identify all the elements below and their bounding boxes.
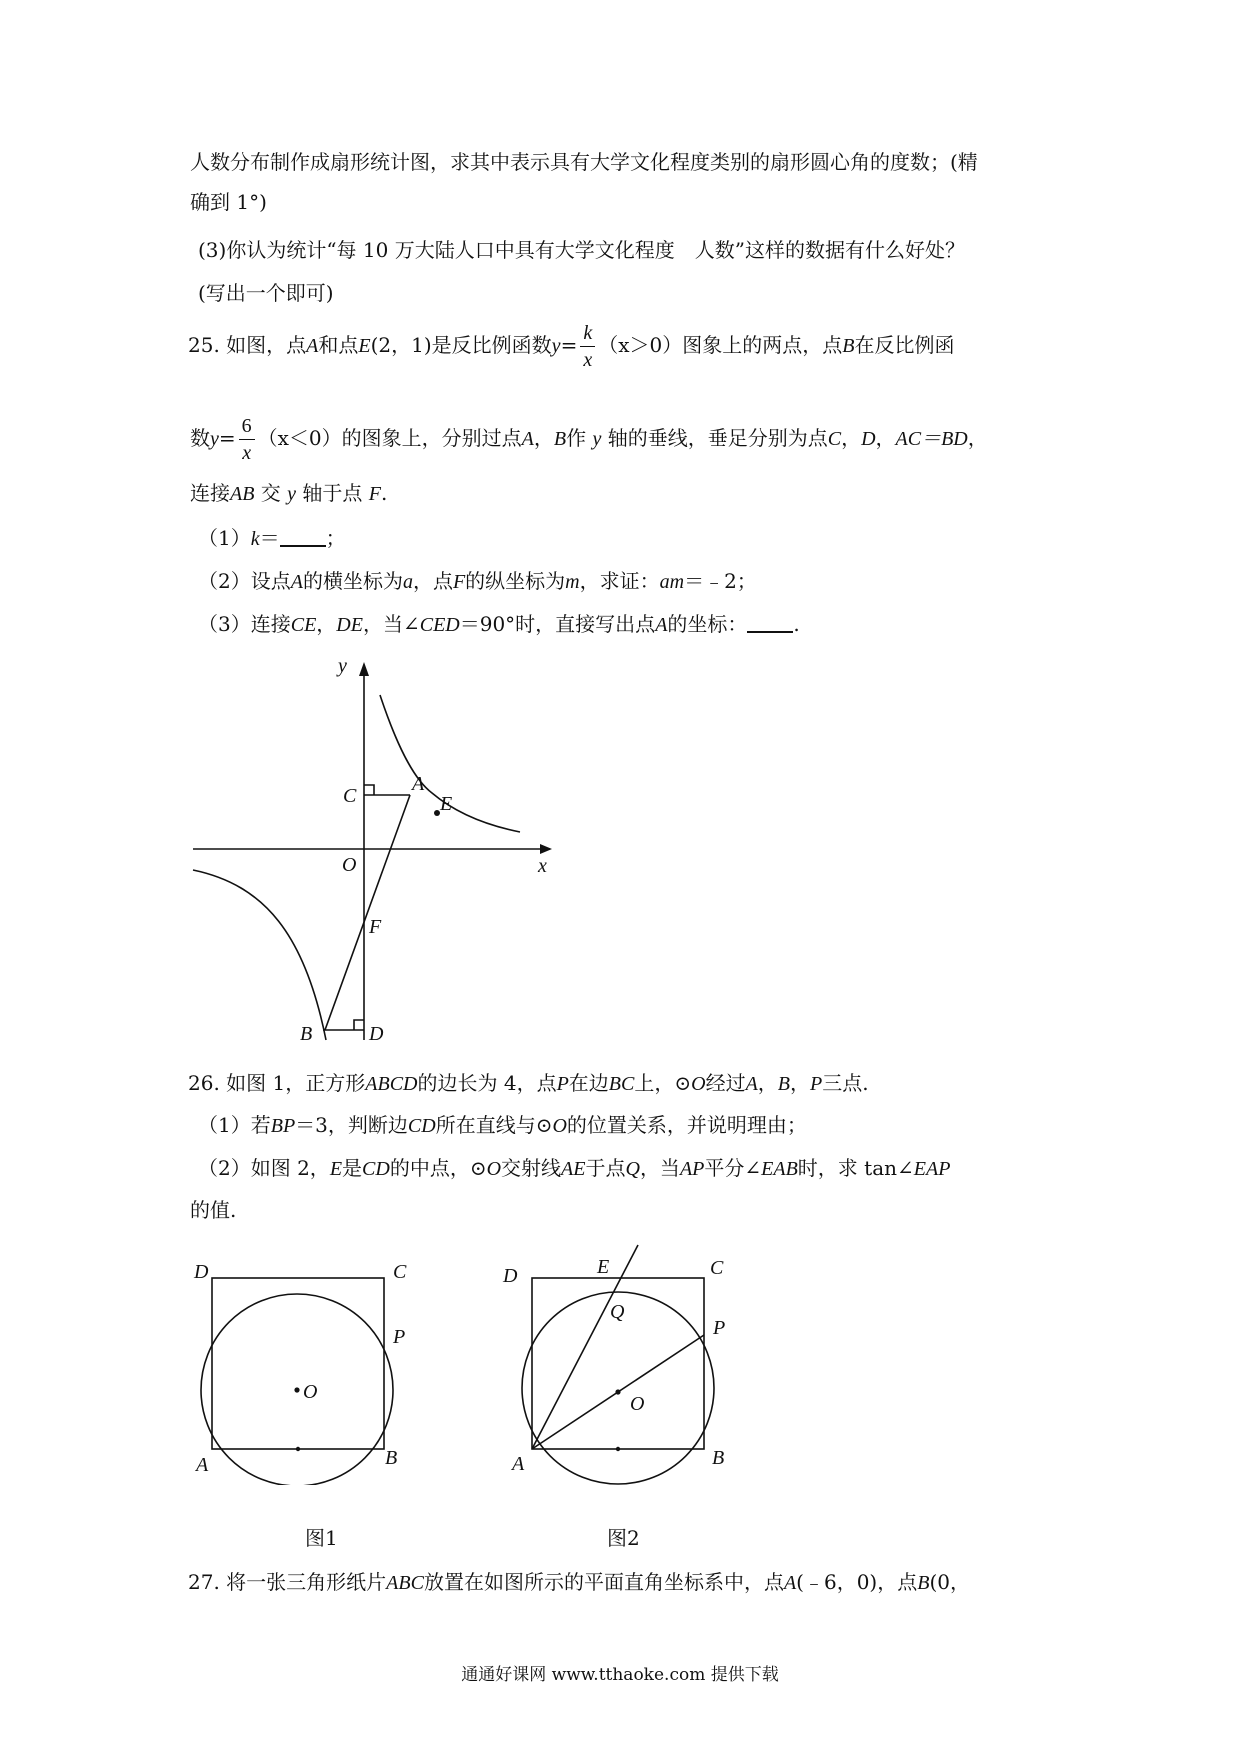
label-Q: Q — [610, 1301, 625, 1323]
label-A: A — [196, 1454, 209, 1476]
label-D: D — [503, 1265, 518, 1287]
q24-line-2: 确到 1°) — [190, 190, 267, 214]
page-footer: 通通好课网 www.tthaoke.com 提供下载 — [461, 1665, 779, 1685]
label-O: O — [630, 1393, 645, 1415]
q25-line-3: 连接AB 交 y 轴于点 F. — [190, 481, 388, 505]
label-C: C — [710, 1257, 724, 1279]
x-axis-arrow — [540, 844, 552, 854]
q24-part3-line-2: (写出一个即可) — [198, 281, 334, 305]
q24-part3-line-1: (3)你认为统计“每 10 万大陆人口中具有大学文化程度 人数”这样的数据有什么好处？ — [198, 238, 965, 262]
y-axis-arrow — [359, 662, 369, 676]
label-B: B — [712, 1447, 725, 1469]
midpoint-AB-dot — [616, 1447, 620, 1451]
label-D: D — [369, 1023, 384, 1045]
hyperbola-left-branch — [193, 870, 326, 1040]
q25-line-1: 25. 如图，点A和点E(2，1)是反比例函数y= $\frac{k}{x}$ （x＞0）图象上的两点，点B在反比例函 — [188, 322, 955, 371]
figure-25-graph — [180, 655, 570, 1050]
q25-line-2: 数y= $\frac{6}{x}$ （x＜0）的图象上，分别过点A，B作 y 轴的垂线，垂足分别为点C，D，AC＝BD， — [190, 415, 988, 464]
label-P: P — [713, 1317, 726, 1339]
center-O-dot — [615, 1389, 620, 1394]
caption-figure-1: 图1 — [305, 1526, 338, 1550]
label-C: C — [393, 1261, 407, 1283]
ray-AE — [532, 1245, 638, 1449]
label-B: B — [300, 1023, 313, 1045]
label-x: x — [538, 855, 547, 877]
right-angle-mark-C — [364, 785, 374, 795]
label-C: C — [343, 785, 357, 807]
segment-AB — [325, 795, 410, 1030]
label-B: B — [385, 1447, 398, 1469]
square-ABCD — [212, 1278, 384, 1449]
caption-figure-2: 图2 — [607, 1526, 640, 1550]
midpoint-AB-dot — [296, 1447, 300, 1451]
label-D: D — [194, 1261, 209, 1283]
q25-part-1: （1）k＝ ； — [198, 526, 346, 550]
figure-1-square-circle — [190, 1255, 420, 1485]
q26-line-end: 的值. — [190, 1198, 237, 1222]
answer-blank — [280, 525, 326, 547]
q26-part-1: （1）若BP＝3，判断边CD所在直线与⊙O的位置关系，并说明理由； — [198, 1113, 807, 1137]
figure-2-square-circle — [495, 1230, 740, 1490]
label-O: O — [342, 854, 357, 876]
q25-part-3: （3）连接CE，DE，当∠CED＝90°时，直接写出点A的坐标： . — [198, 612, 800, 636]
label-A: A — [412, 773, 425, 795]
center-O-dot — [294, 1387, 299, 1392]
label-P: P — [393, 1326, 406, 1348]
q26-part-2: （2）如图 2，E是CD的中点，⊙O交射线AE于点Q，当AP平分∠EAB时，求 tan∠EAP — [198, 1156, 951, 1180]
fraction-k-over-x: $\frac{k}{x}$ — [580, 320, 595, 373]
answer-blank — [747, 611, 793, 633]
fraction-6-over-x: $\frac{6}{x}$ — [239, 413, 255, 466]
q25-part-2: （2）设点A的横坐标为a，点F的纵坐标为m，求证：am＝﹣2； — [198, 569, 757, 593]
q24-line-1: 人数分布制作成扇形统计图，求其中表示具有大学文化程度类别的扇形圆心角的度数；(精 — [190, 150, 978, 174]
label-y: y — [338, 655, 347, 677]
label-A: A — [512, 1453, 525, 1475]
label-E: E — [440, 793, 453, 815]
label-F: F — [369, 916, 382, 938]
q27-line-1: 27. 将一张三角形纸片ABC放置在如图所示的平面直角坐标系中，点A(﹣6，0)，点B(0， — [188, 1570, 970, 1594]
label-E: E — [597, 1256, 610, 1278]
label-O: O — [303, 1381, 318, 1403]
q26-line-1: 26. 如图 1，正方形ABCD的边长为 4，点P在边BC上，⊙O经过A，B，P三点. — [188, 1071, 869, 1095]
right-angle-mark-D — [354, 1020, 364, 1030]
